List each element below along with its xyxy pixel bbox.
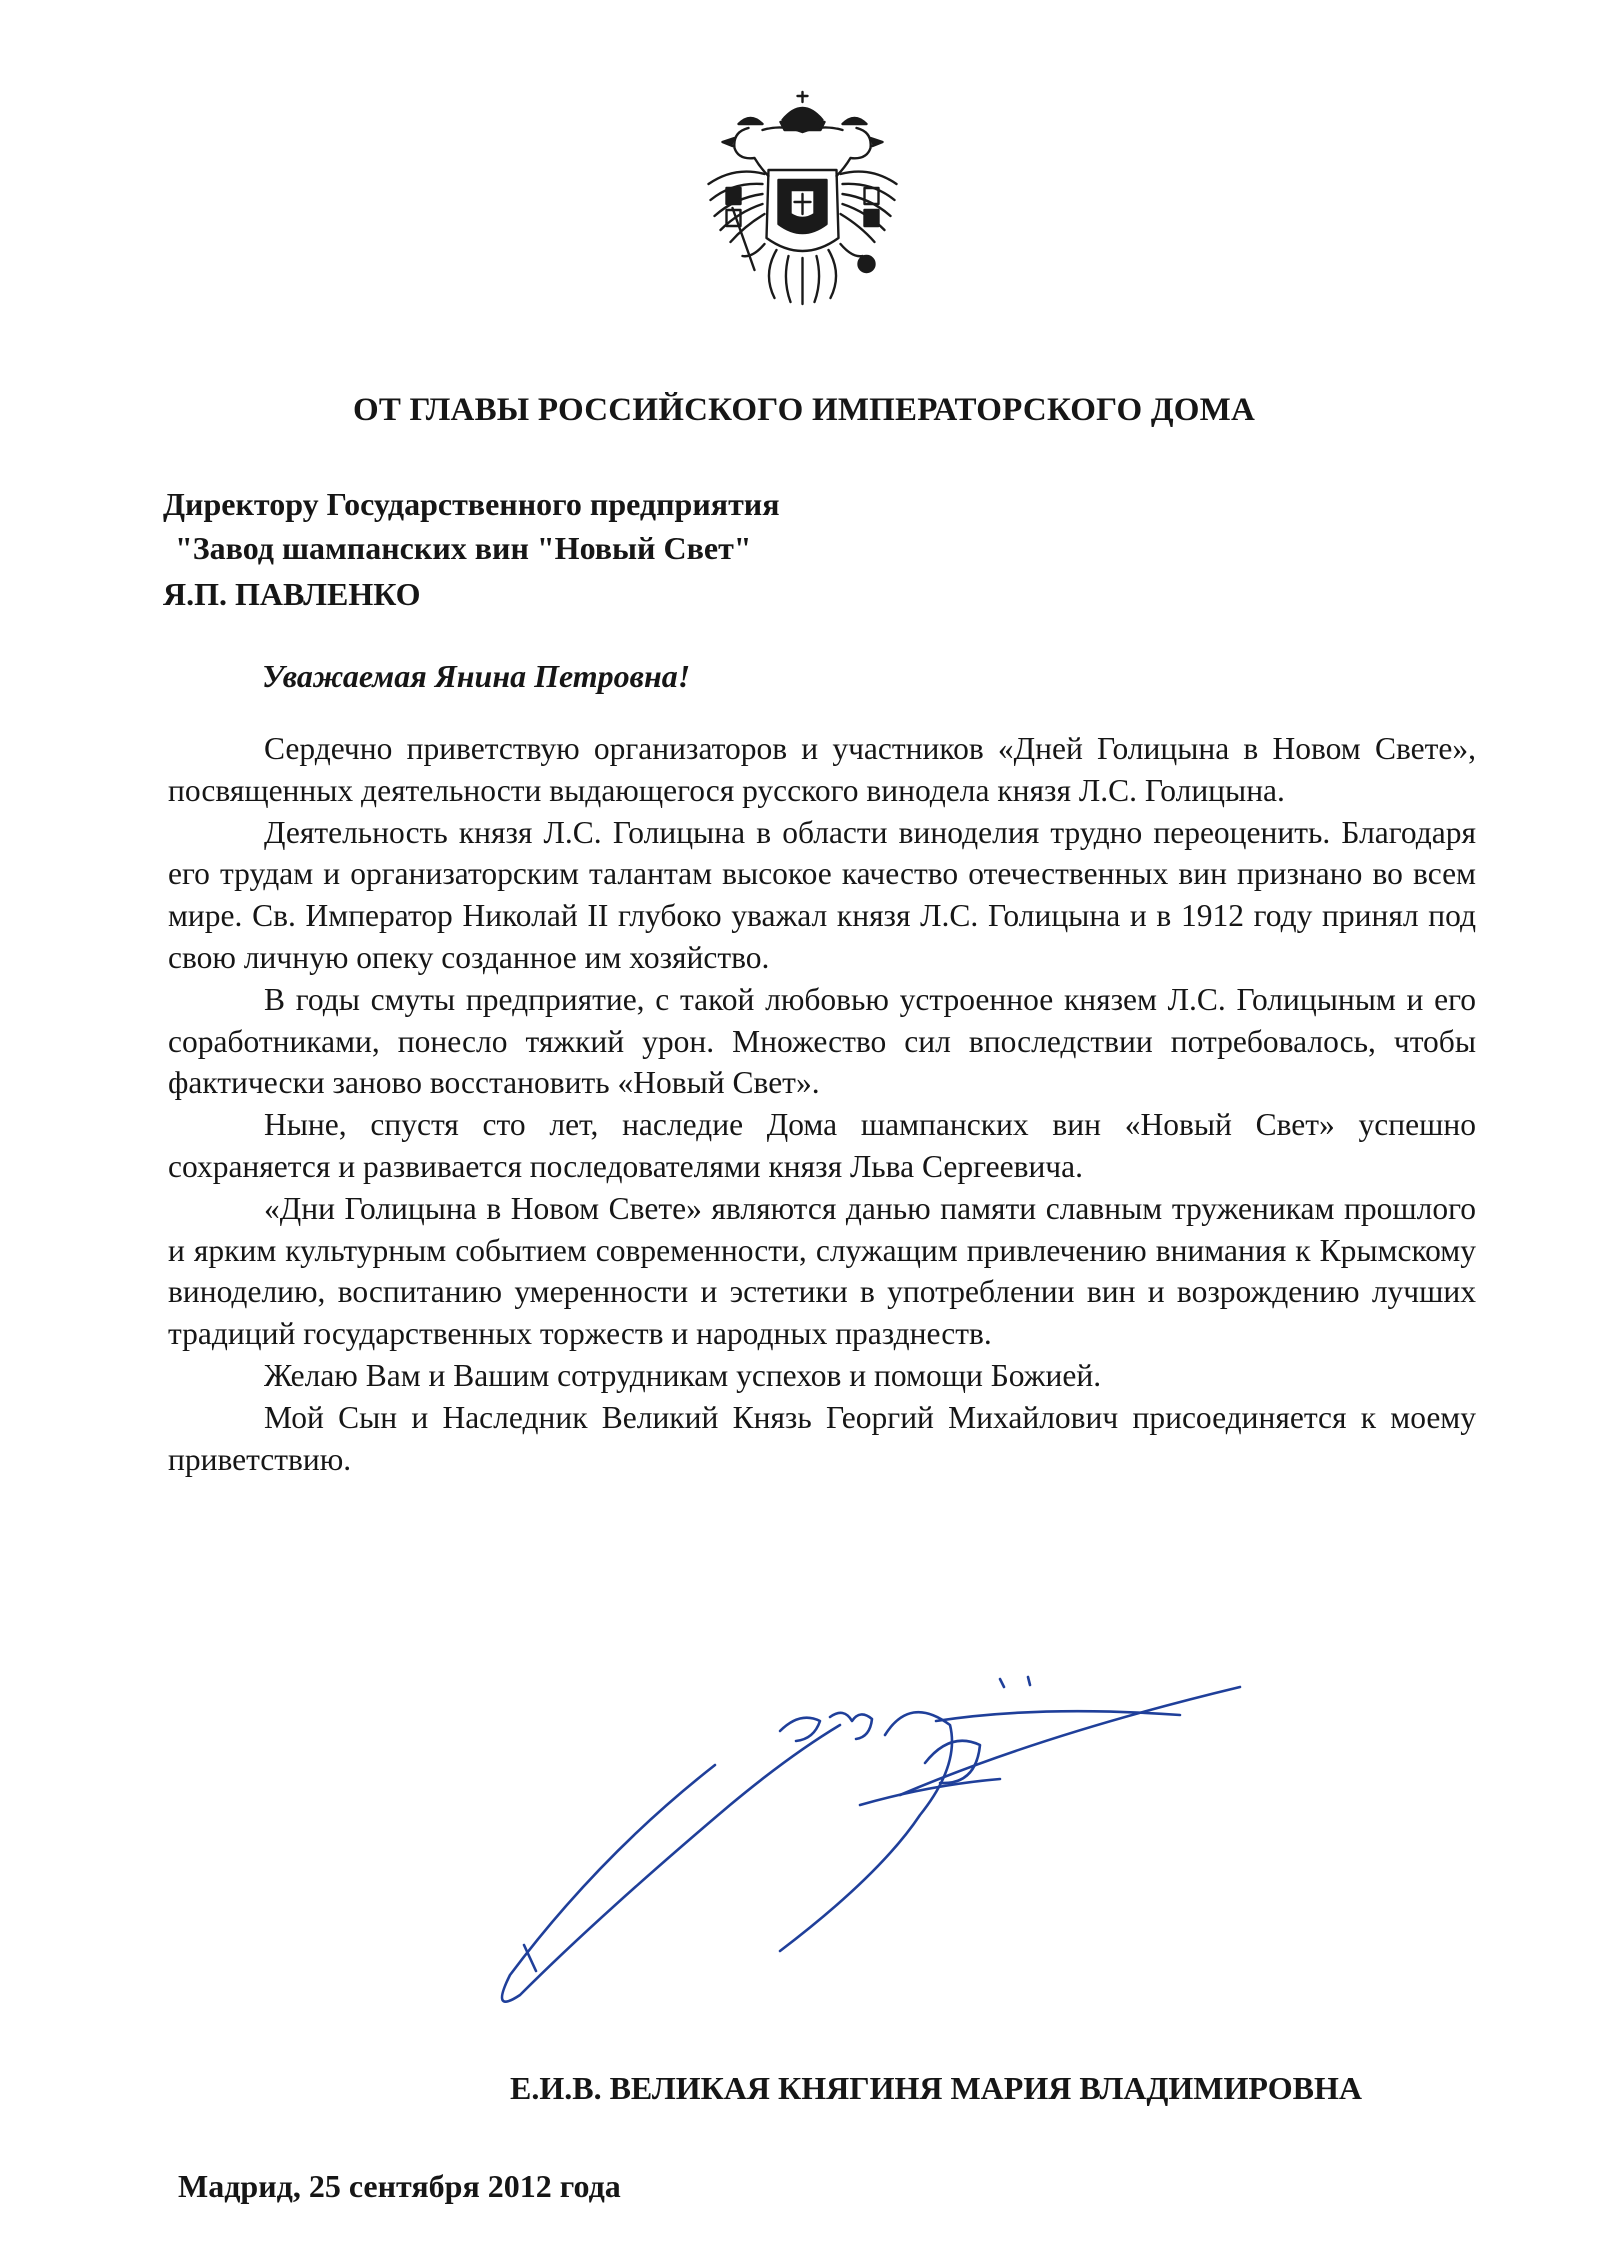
date-line: Мадрид, 25 сентября 2012 года: [178, 2168, 621, 2204]
body-paragraph: В годы смуты предприятие, с такой любовью устроенное князем Л.С. Голицыным и его соработниками, понесло тяжкий урон. Множество сил впоследствии потребовалось, чтобы фактически заново восстановить «Новый Свет».: [168, 981, 1476, 1101]
addressee-title: Директору Государственного предприятия: [163, 486, 780, 522]
addressee-organization: "Завод шампанских вин "Новый Свет": [175, 530, 752, 566]
letter-heading: ОТ ГЛАВЫ РОССИЙСКОГО ИМПЕРАТОРСКОГО ДОМА: [353, 392, 1255, 428]
body-paragraph: Мой Сын и Наследник Великий Князь Георгий Михайлович присоединяется к моему приветствию.: [168, 1399, 1476, 1477]
body-paragraph: Ныне, спустя сто лет, наследие Дома шампанских вин «Новый Свет» успешно сохраняется и развивается последователями князя Льва Сергеевича.: [168, 1107, 1476, 1184]
body-paragraph: «Дни Голицына в Новом Свете» являются данью памяти славным труженикам прошлого и ярким культурным событием современности, служащим привлечению внимания к Крымскому виноделию, воспитанию умеренности и эстетики в употреблении вин и возрождению лучших традиций государственных торжеств и народных празднеств.: [168, 1190, 1476, 1352]
letter-body: [168, 728, 1476, 1480]
handwritten-signature-icon: [480, 1655, 1310, 2045]
body-paragraph: Сердечно приветствую организаторов и участников «Дней Голицына в Новом Свете», посвященных деятельности выдающегося русского винодела князя Л.С. Голицына.: [168, 731, 1476, 808]
signer-name: Е.И.В. ВЕЛИКАЯ КНЯГИНЯ МАРИЯ ВЛАДИМИРОВНА: [510, 2070, 1362, 2106]
salutation: Уважаемая Янина Петровна!: [262, 658, 691, 694]
double-headed-eagle-icon: [700, 88, 905, 308]
addressee-name: Я.П. ПАВЛЕНКО: [163, 576, 421, 612]
body-paragraph: Деятельность князя Л.С. Голицына в области виноделия трудно переоценить. Благодаря его трудам и организаторским талантам высокое качество отечественных вин признано во всем мире. Св. Император Николай II глубоко уважал князя Л.С. Голицына и в 1912 году принял под свою личную опеку созданное им хозяйство.: [168, 814, 1476, 975]
body-paragraph: Желаю Вам и Вашим сотрудникам успехов и помощи Божией.: [264, 1357, 1102, 1393]
